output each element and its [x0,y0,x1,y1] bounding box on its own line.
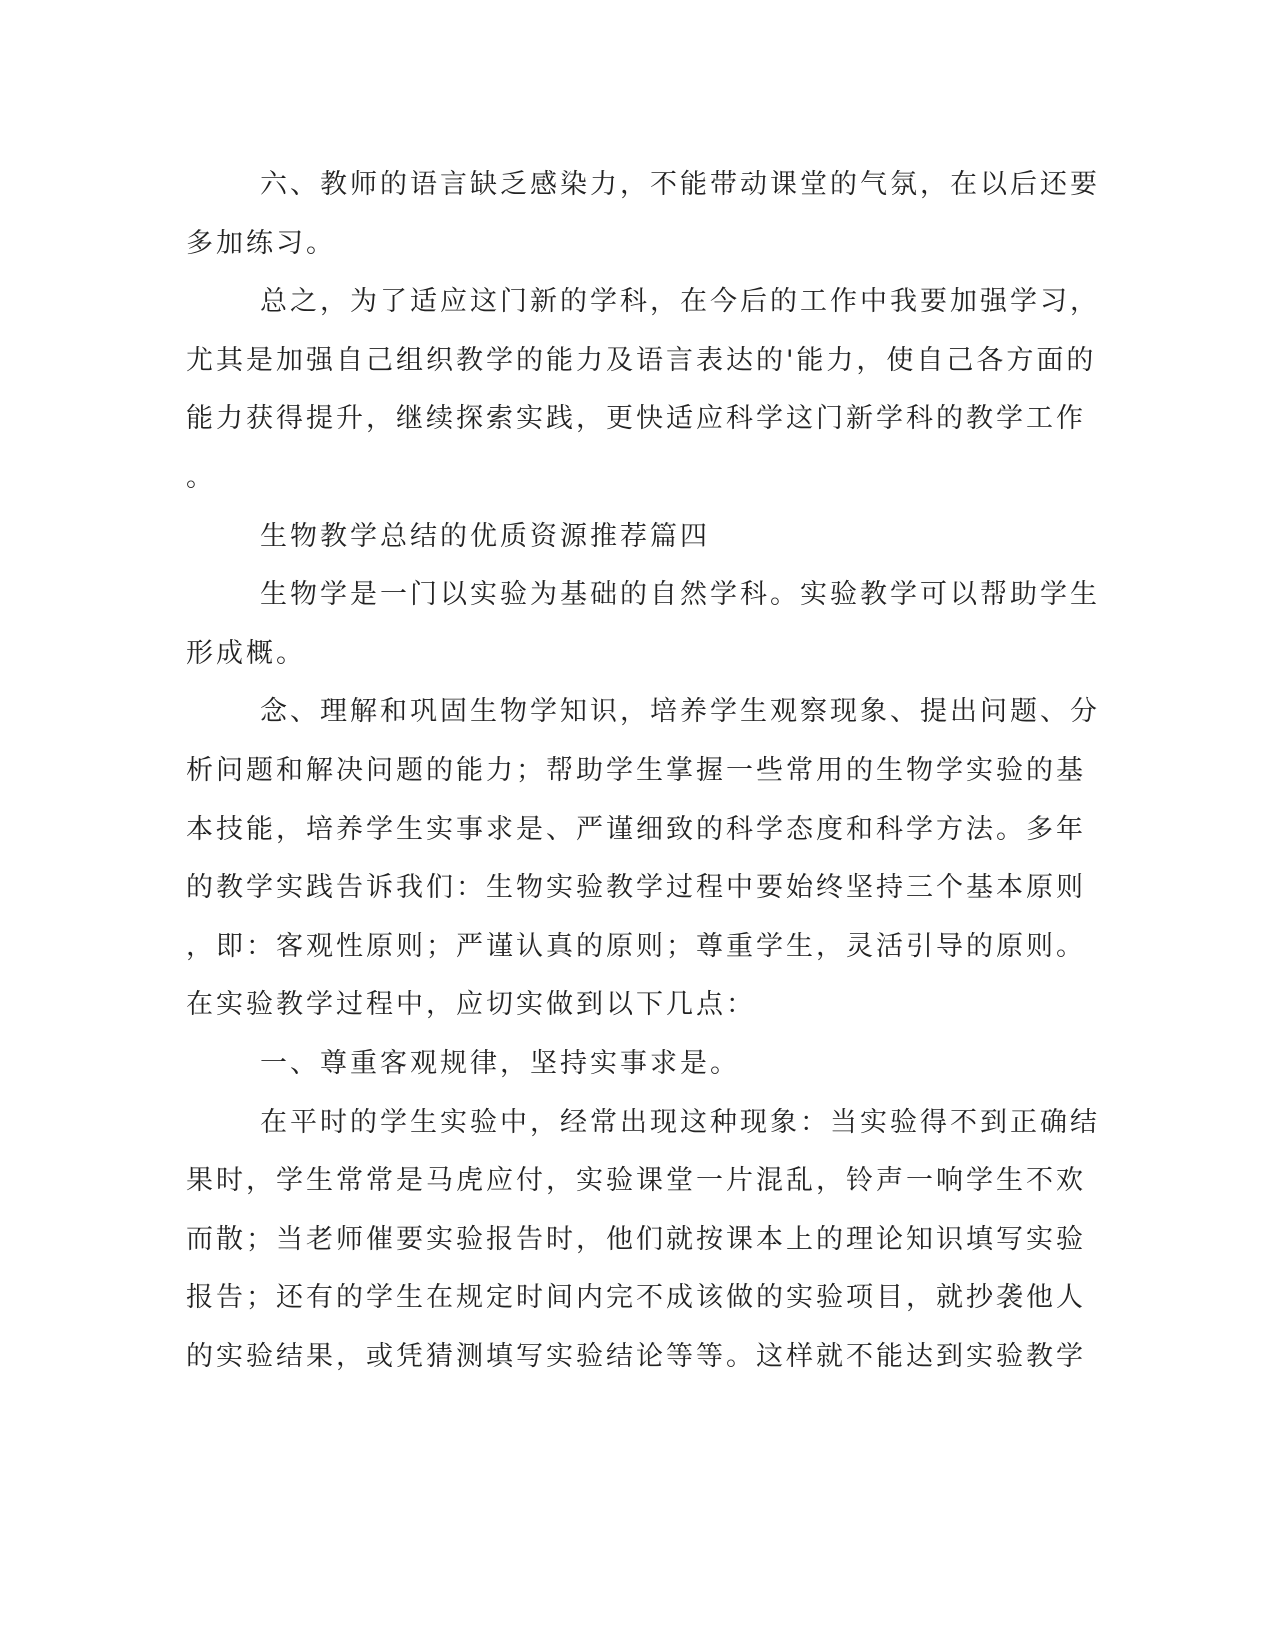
text-line: 在平时的学生实验中，经常出现这种现象：当实验得不到正确结 [260,1106,1100,1138]
text-line: 。 [186,461,216,493]
text-line: 总之，为了适应这门新的学科，在今后的工作中我要加强学习， [260,286,1100,318]
text-line: 的教学实践告诉我们：生物实验教学过程中要始终坚持三个基本原则 [186,872,1086,904]
text-line: 在实验教学过程中，应切实做到以下几点： [186,989,756,1021]
text-line: 的实验结果，或凭猜测填写实验结论等等。这样就不能达到实验教学 [186,1340,1086,1372]
text-line: 能力获得提升，继续探索实践，更快适应科学这门新学科的教学工作 [186,403,1086,435]
text-line: 一、尊重客观规律，坚持实事求是。 [260,1047,740,1079]
text-line: 生物学是一门以实验为基础的自然学科。实验教学可以帮助学生 [260,579,1100,611]
text-line: 而散；当老师催要实验报告时，他们就按课本上的理论知识填写实验 [186,1223,1086,1255]
document-body [186,156,1100,1386]
text-line: 果时，学生常常是马虎应付，实验课堂一片混乱，铃声一响学生不欢 [186,1165,1086,1197]
text-line: 六、教师的语言缺乏感染力，不能带动课堂的气氛，在以后还要 [260,169,1100,200]
text-line: 尤其是加强自己组织教学的能力及语言表达的'能力，使自己各方面的 [186,344,1097,376]
text-line: 析问题和解决问题的能力；帮助学生掌握一些常用的生物学实验的基 [186,754,1086,786]
section-heading: 生物教学总结的优质资源推荐篇四 [260,520,710,552]
text-line: 多加练习。 [186,227,336,259]
text-line: 念、理解和巩固生物学知识，培养学生观察现象、提出问题、分 [260,696,1100,728]
text-line: 形成概。 [186,637,306,669]
text-line: ，即：客观性原则；严谨认真的原则；尊重学生，灵活引导的原则。 [186,930,1086,962]
text-line: 本技能，培养学生实事求是、严谨细致的科学态度和科学方法。多年 [186,813,1086,845]
text-line: 报告；还有的学生在规定时间内完不成该做的实验项目，就抄袭他人 [186,1282,1086,1314]
